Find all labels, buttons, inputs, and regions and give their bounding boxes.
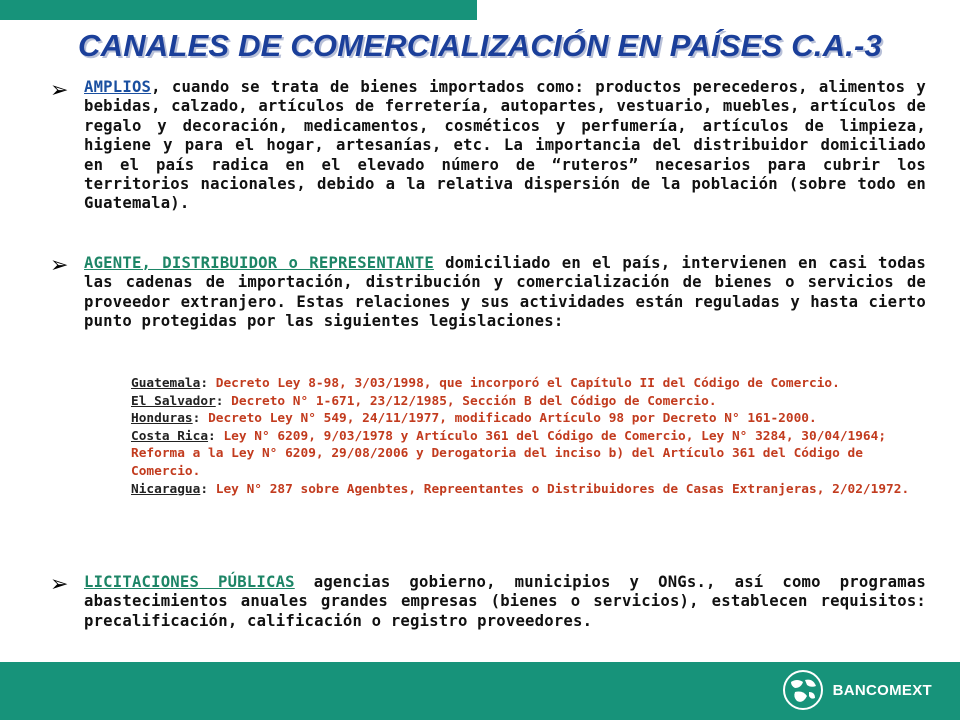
point-licitaciones — [84, 573, 926, 631]
point-agente-text: domiciliado en el país, intervienen en casi todas las cadenas de importación, distribución y comercialización de bienes o servicios de proveedor extranjero. Estas relaciones y sus actividades están reguladas y hasta cierto punto protegidas por las siguientes legislaciones: — [84, 254, 926, 331]
keyword-licitaciones: LICITACIONES PÚBLICAS — [84, 573, 295, 591]
globe-icon — [781, 668, 825, 712]
law-nicaragua: Nicaragua: Ley N° 287 sobre Agenbtes, Repreentantes o Distribuidores de Casas Extranjeras, 2/02/1972. — [131, 481, 910, 497]
point-agente — [84, 254, 926, 332]
point-amplios — [84, 78, 926, 214]
bullet-arrow-icon: ➢ — [50, 253, 69, 278]
law-text: Decreto N° 1-671, 23/12/1985, Sección B del Código de Comercio. — [231, 393, 717, 409]
law-country: Nicaragua — [131, 481, 201, 497]
bullet-arrow-icon: ➢ — [50, 572, 69, 597]
page-title: CANALES DE COMERCIALIZACIÓN EN PAÍSES C.A.-3 — [78, 28, 882, 63]
law-el-salvador: El Salvador: Decreto N° 1-671, 23/12/1985, Sección B del Código de Comercio. — [131, 393, 717, 409]
law-text: Decreto Ley N° 549, 24/11/1977, modificado Artículo 98 por Decreto N° 161-2000. — [208, 411, 817, 427]
law-country: El Salvador — [131, 393, 216, 409]
bullet-arrow-icon: ➢ — [50, 78, 69, 103]
law-honduras: Honduras: Decreto Ley N° 549, 24/11/1977, modificado Artículo 98 por Decreto N° 161-2000. — [131, 411, 817, 427]
point-amplios-text: , cuando se trata de bienes importados como: productos perecederos, alimentos y bebidas, calzado, artículos de ferretería, autopartes, vestuario, muebles, artículos de regalo y decoración, medicamentos, cosméticos y perfumería, artículos de limpieza, higiene y para el hogar, artesanías, etc. La importancia del distribuidor domiciliado en el país radica en el elevado número de “ruteros” necesarios para cubrir los territorios nacionales, debido a la relativa dispersión de la población (sobre todo en Guatemala). — [84, 78, 926, 213]
keyword-amplios: AMPLIOS — [84, 78, 152, 96]
law-country: Guatemala — [131, 376, 201, 391]
bancomext-logo — [781, 668, 932, 712]
law-country: Honduras — [131, 411, 193, 427]
law-costa-rica: Costa Rica: Ley N° 6209, 9/03/1978 y Artículo 361 del Código de Comercio, Ley N° 3284, 30/04/1964; Reforma a la Ley N° 6209, 29/08/2006 y Derogatoria del inciso b) del Artículo 361 del Código de Comercio. — [131, 428, 887, 479]
legislation-list — [131, 375, 921, 498]
logo-text: BANCOMEXT — [832, 681, 932, 699]
law-guatemala: Guatemala: Decreto Ley 8-98, 3/03/1998, que incorporó el Capítulo II del Código de Comercio. — [131, 376, 840, 391]
point-licitaciones-text: agencias gobierno, municipios y ONGs., así como programas abastecimientos anuales grandes empresas (bienes o servicios), establecen requisitos: precalificación, calificación o registro proveedores. — [84, 573, 926, 630]
law-text: Ley N° 287 sobre Agenbtes, Repreentantes o Distribuidores de Casas Extranjeras, 2/02/1972. — [215, 481, 910, 497]
top-accent-bar — [0, 0, 477, 20]
keyword-agente: AGENTE, DISTRIBUIDOR o REPRESENTANTE — [84, 254, 434, 272]
law-country: Costa Rica — [131, 428, 209, 444]
law-text: Decreto Ley 8-98, 3/03/1998, que incorporó el Capítulo II del Código de Comercio. — [215, 376, 840, 391]
law-text: Ley N° 6209, 9/03/1978 y Artículo 361 del Código de Comercio, Ley N° 3284, 30/04/1964; Reforma a la Ley N° 6209, 29/08/2006 y Derogatoria del inciso b) del Artículo 361 del Código de Comercio. — [131, 428, 887, 479]
